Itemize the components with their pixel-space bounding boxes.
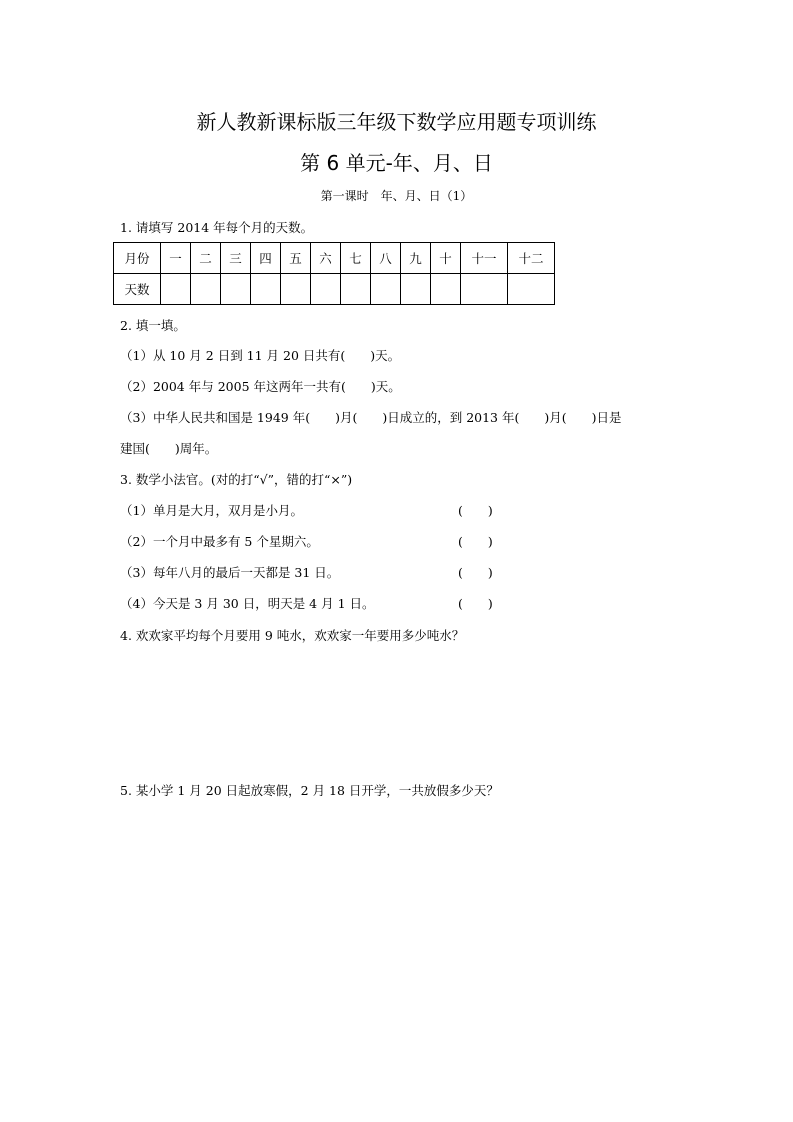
month-cell: 三 — [221, 243, 251, 274]
row-header-days: 天数 — [114, 274, 161, 305]
days-input-cell[interactable] — [161, 274, 191, 305]
days-input-cell[interactable] — [281, 274, 311, 305]
days-input-cell[interactable] — [221, 274, 251, 305]
judge-item: （2）一个月中最多有 5 个星期六。 — [120, 534, 319, 549]
lesson-heading: 第一课时 年、月、日（1） — [320, 189, 473, 203]
month-cell: 八 — [371, 243, 401, 274]
judge-item: （3）每年八月的最后一天都是 31 日。 — [120, 565, 340, 580]
days-input-cell[interactable] — [371, 274, 401, 305]
judge-item: （4）今天是 3 月 30 日，明天是 4 月 1 日。 — [120, 596, 375, 611]
month-days-table — [113, 242, 555, 305]
table-row — [114, 243, 555, 274]
month-cell: 十一 — [461, 243, 508, 274]
judge-item: （1）单月是大月，双月是小月。 — [120, 503, 303, 518]
question-3: 3. 数学小法官。(对的打“√”，错的打“×”) — [120, 472, 353, 487]
days-input-cell[interactable] — [191, 274, 221, 305]
days-input-cell[interactable] — [311, 274, 341, 305]
month-cell: 六 — [311, 243, 341, 274]
question-1: 1. 请填写 2014 年每个月的天数。 — [120, 220, 314, 235]
days-input-cell[interactable] — [431, 274, 461, 305]
month-cell: 四 — [251, 243, 281, 274]
month-cell: 二 — [191, 243, 221, 274]
unit-subtitle: 第 6 单元-年、月、日 — [300, 151, 493, 175]
table-row — [114, 274, 555, 305]
month-cell: 十二 — [508, 243, 555, 274]
answer-bracket[interactable]: ( ) — [458, 503, 493, 518]
question-2: 2. 填一填。 — [120, 318, 186, 333]
days-input-cell[interactable] — [341, 274, 371, 305]
answer-bracket[interactable]: ( ) — [458, 534, 493, 549]
days-input-cell[interactable] — [508, 274, 555, 305]
month-cell: 五 — [281, 243, 311, 274]
question-2-item-3: （3）中华人民共和国是 1949 年( )月( )日成立的，到 2013 年( )月( )日是 — [120, 410, 622, 425]
month-cell: 十 — [431, 243, 461, 274]
question-5: 5. 某小学 1 月 20 日起放寒假，2 月 18 日开学，一共放假多少天？ — [120, 783, 499, 798]
days-input-cell[interactable] — [401, 274, 431, 305]
month-cell: 七 — [341, 243, 371, 274]
answer-bracket[interactable]: ( ) — [458, 596, 493, 611]
document-title: 新人教新课标版三年级下数学应用题专项训练 — [196, 110, 597, 134]
month-cell: 九 — [401, 243, 431, 274]
month-cell: 一 — [161, 243, 191, 274]
answer-bracket[interactable]: ( ) — [458, 565, 493, 580]
question-4: 4. 欢欢家平均每个月要用 9 吨水，欢欢家一年要用多少吨水？ — [120, 628, 465, 643]
question-2-item-2: （2）2004 年与 2005 年这两年一共有( )天。 — [120, 379, 401, 394]
question-2-item-3-cont: 建国( )周年。 — [120, 441, 218, 456]
days-input-cell[interactable] — [251, 274, 281, 305]
days-input-cell[interactable] — [461, 274, 508, 305]
question-2-item-1: （1）从 10 月 2 日到 11 月 20 日共有( )天。 — [120, 348, 401, 363]
row-header-month: 月份 — [114, 243, 161, 274]
